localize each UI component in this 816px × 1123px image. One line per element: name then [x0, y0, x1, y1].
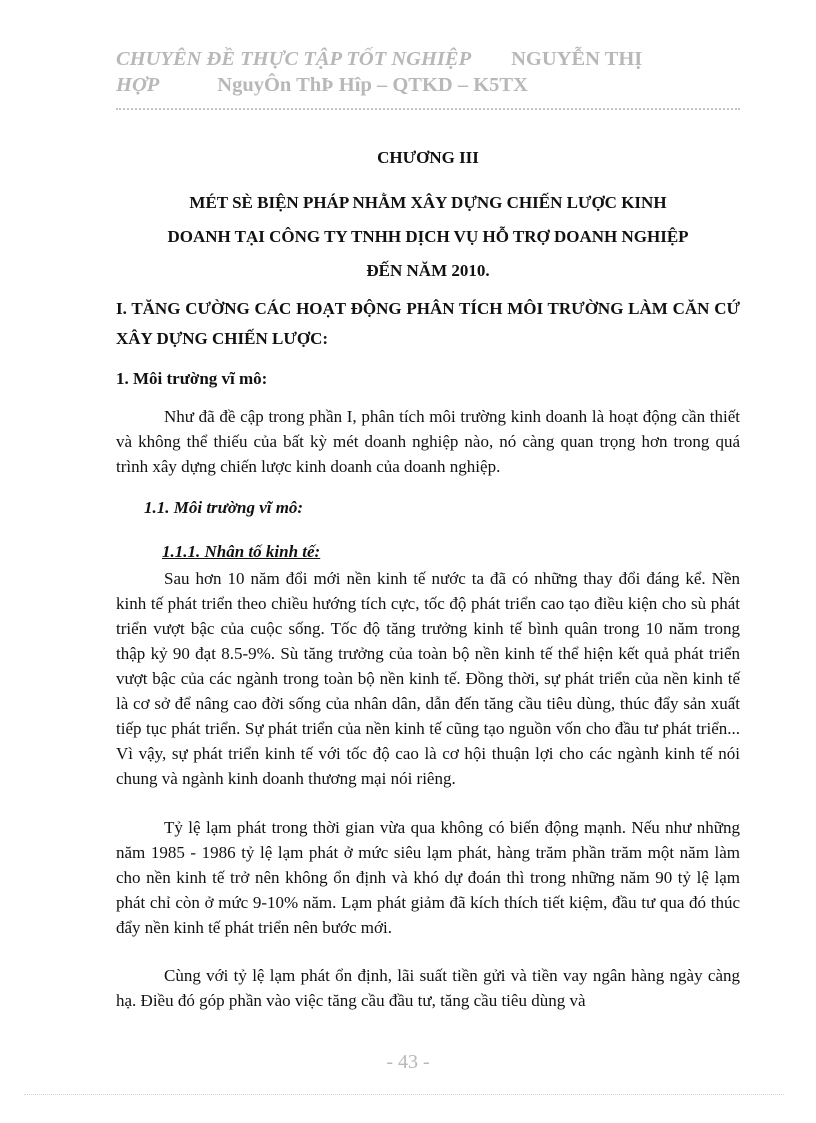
chapter-title-line: ĐẾN NĂM 2010. — [366, 261, 490, 280]
chapter-title — [116, 186, 740, 288]
chapter-heading: CHƯƠNG III — [377, 148, 479, 167]
section-heading-i: I. TĂNG CƯỜNG CÁC HOẠT ĐỘNG PHÂN TÍCH MÔI TRƯỜNG LÀM CĂN CỨ XÂY DỰNG CHIẾN LƯỢC: — [116, 299, 740, 348]
section-heading-1-1-1: 1.1.1. Nhân tố kinh tế: — [162, 542, 321, 561]
intro-paragraph: Như đã đề cập trong phần I, phân tích môi trường kinh doanh là hoạt động cần thiết và không thể thiếu của bất kỳ mét doanh nghiệp nào, nó càng quan trọng hơn trong quá trình xây dựng chiến lược kinh doanh của doanh nghiệp. — [116, 407, 740, 476]
running-header — [116, 46, 736, 98]
body-paragraph: Cùng với tỷ lệ lạm phát ổn định, lãi suất tiền gửi và tiền vay ngân hàng ngày càng hạ. Điều đó góp phần vào việc tăng cầu đầu tư, tăng cầu tiêu dùng và — [116, 966, 740, 1010]
header-divider — [116, 108, 740, 110]
chapter-title-line: MÉT SÈ BIỆN PHÁP NHẰM XÂY DỰNG CHIẾN LƯỢC KINH — [189, 193, 667, 212]
header-line-1 — [116, 46, 736, 72]
footer-divider — [24, 1094, 784, 1095]
header-author-class: NguyÔn ThÞ Hîp – QTKD – K5TX — [217, 74, 528, 96]
body-paragraph: Sau hơn 10 năm đổi mới nền kinh tế nước ta đã có những thay đổi đáng kể. Nền kinh tế phát triển theo chiều hướng tích cực, tốc độ phát triển cao tạo điều kiện cho sù phát triển vượt bậc của cuộc sống. Tốc độ tăng trưởng kinh tế bình quân trong 10 năm trong thập kỷ 90 đạt 8.5-9%. Sù tăng trưởng của toàn bộ nền kinh tế thể hiện kết quả phát triển vượt bậc của các ngành trong toàn bộ nền kinh tế. Đồng thời, sự phát triển của nền kinh tế là cơ sở để nâng cao đời sống của nhân dân, dẫn đến tăng cầu tiêu dùng, thúc đẩy sản xuất tiếp tục phát triển. Sự phát triển của nền kinh tế cũng tạo nguồn vốn cho đầu tư phát triển... Vì vậy, sự phát triển kinh tế với tốc độ cao là cơ hội thuận lợi cho các ngành kinh tế nói chung và ngành kinh doanh thương mại nói riêng. — [116, 569, 740, 788]
section-heading-1: 1. Môi trường vĩ mô: — [116, 369, 268, 388]
section-heading-1-1: 1.1. Môi trường vĩ mô: — [144, 498, 304, 517]
page-number: - 43 - — [386, 1051, 430, 1073]
header-title: CHUYÊN ĐỀ THỰC TẬP TỐT NGHIỆP — [116, 48, 472, 70]
header-author: NGUYỄN THỊ — [511, 48, 643, 70]
body-paragraph: Tỷ lệ lạm phát trong thời gian vừa qua không có biến động mạnh. Nếu như những năm 1985 - 1986 tỷ lệ lạm phát ở mức siêu lạm phát, hàng trăm phần trăm một năm làm cho nền kinh tế trở nên không ổn định và khó dự đoán thì trong những năm 90 tỷ lệ lạm phát chỉ còn ở mức 9-10% năm. Lạm phát giảm đã kích thích tiết kiệm, đầu tư qua đó thúc đẩy nền kinh tế phát triển nên bước mới. — [116, 818, 740, 937]
header-line-2 — [116, 72, 736, 98]
chapter-title-line: DOANH TẠI CÔNG TY TNHH DỊCH VỤ HỖ TRỢ DOANH NGHIỆP — [167, 227, 689, 246]
header-author-cont: HỢP — [116, 74, 160, 96]
